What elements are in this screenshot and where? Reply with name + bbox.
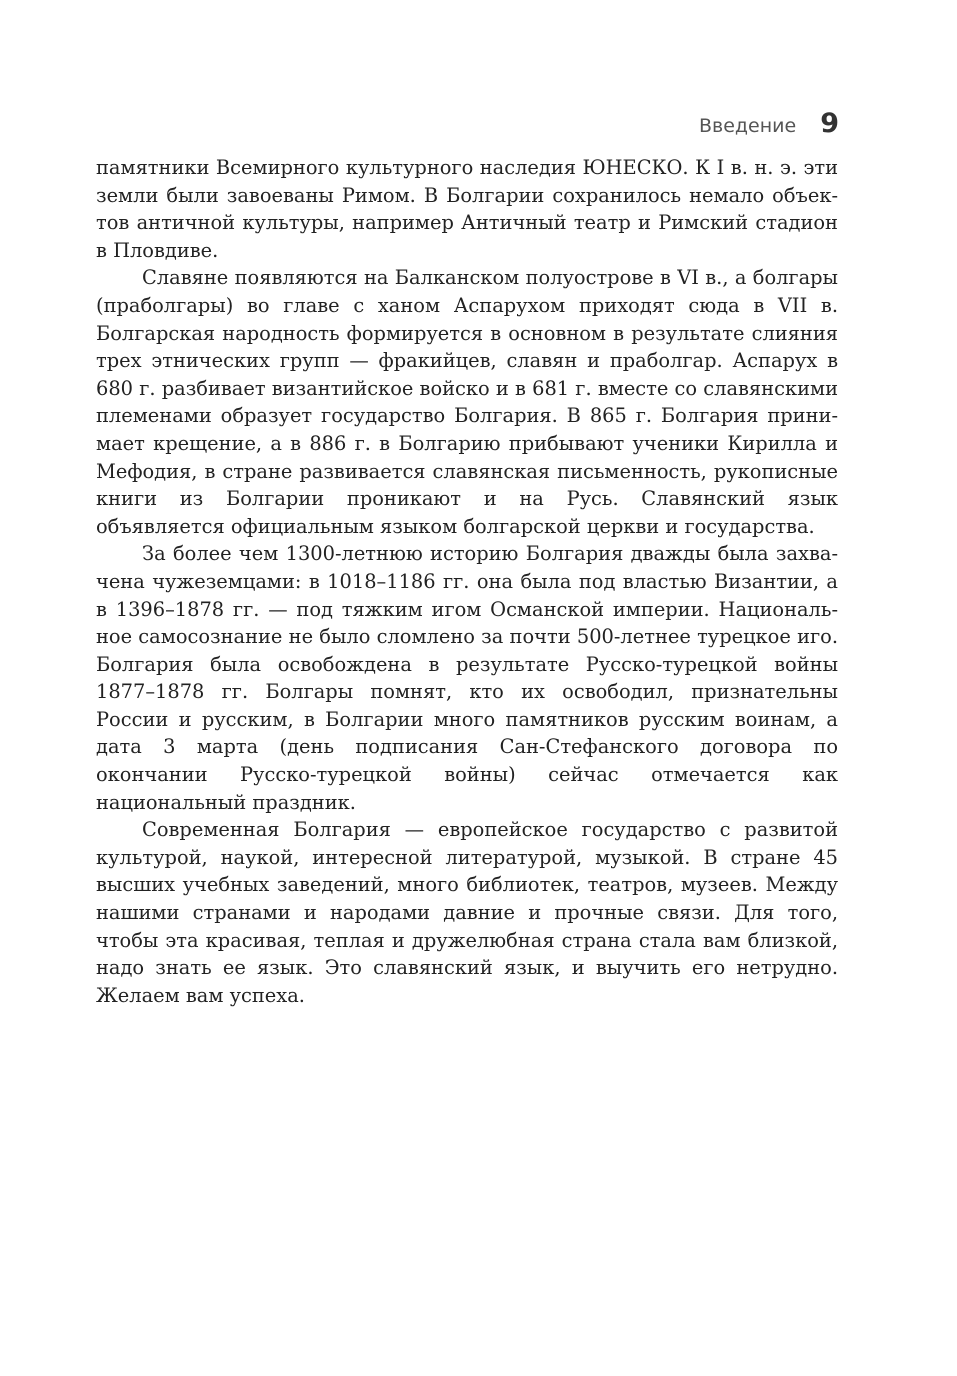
paragraph-1: памятники Всемирного культурного наследия ЮНЕСКО. К I в. н. э. эти земли были завоеваны Римом. В Болгарии сохранилось немало объектов античной культуры, например Античный театр и Римский стадион в Пловдиве. [96,156,838,262]
paragraph-4: Современная Болгария — европейское государство с развитой культурой, наукой, интересной литературой, музыкой. В стране 45 высших учебных заведений, много библиотек, театров, музеев. Между нашими странами и народами давние и прочные связи. Для того, чтобы эта красивая, теплая и дружелюбная страна стала вам близкой, надо знать ее язык. Это славянский язык, и выучить его нетрудно. Желаем вам успеха. [96,818,838,1007]
paragraph-3: За более чем 1300-летнюю историю Болгария дважды была захвачена чужеземцами: в 1018–1186 гг. она была под властью Византии, а в 1396–1878 гг. — под тяжким игом Османской империи. Национальное самосознание не было сломлено за почти 500-летнее турецкое иго. Болгария была освобождена в результате Русско-турецкой войны 1877–1878 гг. Болгары помнят, кто их освободил, признательны России и русским, в Болгарии много памятников русским воинам, а дата 3 марта (день подписания Сан-Стефанского договора по окончании Русско-турецкой войны) сейчас отмечается как национальный праздник. [96,542,838,814]
running-header [699,108,839,139]
body-text [96,154,838,1009]
section-title: Введение [698,115,797,137]
paragraph-2: Славяне появляются на Балканском полуострове в VI в., а болгары (праболгары) во главе с ханом Аспарухом приходят сюда в VII в. Болгарская народность формируется в основном в результате слияния трех этнических групп — фракийцев, славян и праболгар. Аспарух в 680 г. разбивает византийское войско и в 681 г. вместе со славянскими племенами образует государство Болгария. В 865 г. Болгария принимает крещение, а в 886 г. в Болгарию прибывают ученики Кирилла и Мефодия, в стране развивается славянская письменность, рукописные книги из Болгарии проникают и на Русь. Славянский язык объявляется официальным языком болгарской церкви и государства. [96,266,838,538]
page-number: 9 [820,108,839,139]
